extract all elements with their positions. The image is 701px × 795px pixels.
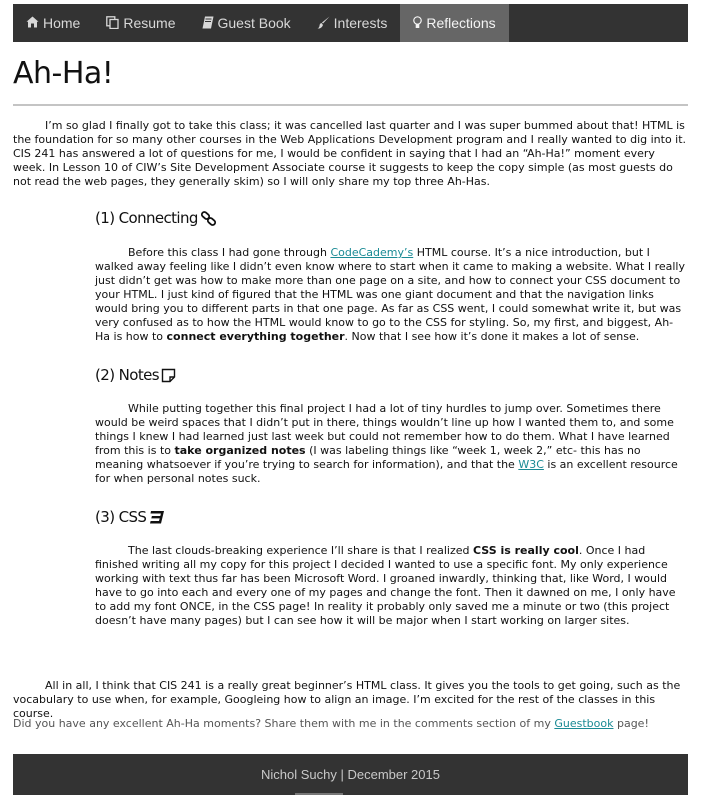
page-title: Ah-Ha! (13, 56, 114, 91)
section-heading-text: (2) Notes (95, 366, 159, 384)
codecademy-link[interactable]: CodeCademy’s (330, 246, 414, 259)
intro-paragraph: I’m so glad I finally got to take this class; it was cancelled last quarter and I was super bummed about that! HTML is the foundation for so many other courses in the Web Applications Development program and I really wanted to dig into it. CIS 241 has answered a lot of questions for me, I would be confident in saying that I had an “Ah-Ha!” moment every week. In Lesson 10 of CIW’s Site Development Associate course it suggests to keep the copy simple (as most guests do not read the web pages, they generally skim) so I will only share my top three Ah-Has. (13, 119, 687, 188)
section-paragraph (95, 402, 685, 486)
section-paragraph (95, 544, 685, 628)
lightbulb-icon (413, 16, 422, 31)
text-part: . Once I had finished writing all my copy for this project I decided I wanted to use a specific font. My only experience working with text thus far has been Microsoft Word. I groaned inwardly, thinking that, like Word, I would have to go into each and every one of my pages and change the font. Then it dawned on me, I only have to add my font ONCE, in the CSS page! In reality it probably only saved me a minute or two (this project doesn’t have many pages) but I can see how it will be major when I start working on larger sites. (95, 544, 676, 627)
bold-phrase: take organized notes (174, 444, 306, 457)
top-navigation (13, 4, 688, 42)
footer-text: Nichol Suchy | December 2015 (261, 767, 440, 782)
text-part: Before this class I had gone through (128, 246, 331, 259)
nav-reflections[interactable] (400, 4, 508, 42)
brush-icon (317, 16, 330, 31)
text-part: HTML course. It’s a nice introduction, but I walked away feeling like I didn’t even know where to start when it came to making a website. What I really just didn’t get was how to make more than one page on a site, and how to connect your CSS document to your HTML. I just kind of figured that the HTML was one giant document and that the navigation links would bring you to different parts in that one page. As far as CSS went, I could somewhat write it, but was very confused as to how the HTML would know to go to the CSS for styling. So, my first, and biggest, Ah-Ha is how to (95, 246, 685, 343)
nav-guest-book-label: Guest Book (217, 15, 291, 31)
section-heading (95, 365, 685, 385)
bold-phrase: connect everything together (166, 330, 345, 343)
nav-reflections-label: Reflections (426, 15, 496, 31)
nav-interests[interactable] (304, 4, 401, 42)
text-part: . Now that I see how it’s done it makes a lot of sense. (344, 330, 640, 343)
page-footer (13, 754, 688, 795)
text-part: Did you have any excellent Ah-Ha moments? Share them with me in the comments section of my (13, 717, 555, 730)
section-heading (95, 208, 685, 228)
css3-icon (148, 510, 165, 525)
section-paragraph (95, 246, 685, 344)
text-part: The last clouds-breaking experience I’ll share is that I realized (128, 544, 474, 557)
section-heading-text: (1) Connecting (95, 209, 198, 227)
guestbook-link[interactable]: Guestbook (554, 717, 614, 730)
section-connecting (95, 208, 685, 343)
section-heading-text: (3) CSS (95, 508, 147, 526)
title-divider (13, 104, 688, 106)
closing-question (13, 717, 688, 731)
nav-guest-book[interactable] (189, 4, 304, 42)
nav-home[interactable] (13, 4, 93, 42)
nav-home-label: Home (43, 15, 81, 31)
home-icon (26, 16, 39, 30)
nav-interests-label: Interests (333, 15, 388, 31)
section-notes (95, 365, 685, 485)
text-part: While putting together this final project I had a lot of tiny hurdles to jump over. Sometimes there would be weird spaces that I didn’t put in there, things wouldn’t line up how I wanted them to, and some things I knew I had learned just last week but could not remember how to do them. What I have learned from this is to (95, 402, 674, 457)
text-part: (I was labeling things like “week 1, week 2,” etc- this has no meaning whatsoever if you’re trying to search for information), and that the (95, 444, 641, 471)
w3c-link[interactable]: W3C (518, 458, 544, 471)
link-icon (200, 210, 217, 227)
text-part: is an excellent resource for when personal notes suck. (95, 458, 678, 485)
book-icon (202, 16, 214, 31)
sticky-note-icon (161, 368, 176, 383)
copy-icon (106, 16, 119, 31)
section-css (95, 507, 685, 627)
nav-resume-label: Resume (123, 15, 176, 31)
nav-resume[interactable] (93, 4, 188, 42)
text-part: page! (613, 717, 649, 730)
section-heading (95, 507, 685, 527)
closing-paragraph: All in all, I think that CIS 241 is a really great beginner’s HTML class. It gives you the tools to get going, such as the vocabulary to use when, for example, Googleing how to align an image. I’m excited for the rest of the classes in this course. (13, 679, 681, 720)
bold-phrase: CSS is really cool (473, 544, 579, 557)
